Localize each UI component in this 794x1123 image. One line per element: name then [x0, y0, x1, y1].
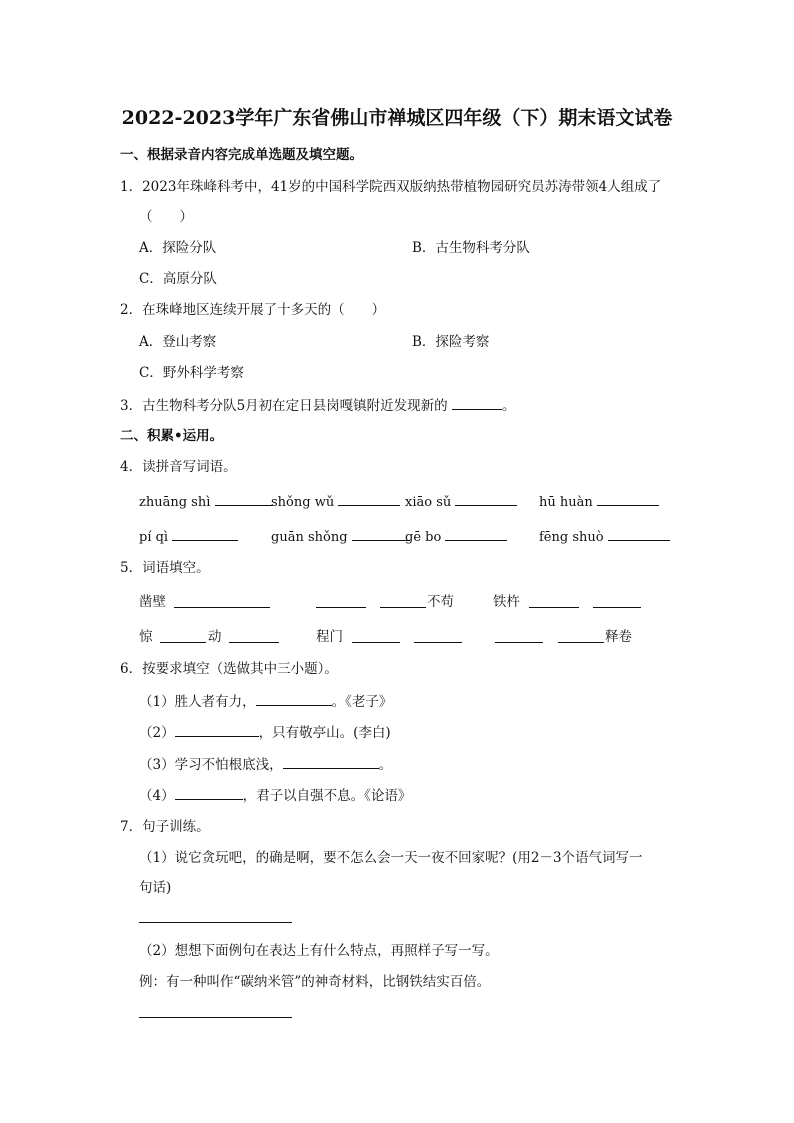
section-2-heading: 二、积累•运用。	[120, 428, 224, 444]
q6-item-4	[139, 786, 411, 805]
pinyin-item	[271, 492, 400, 512]
pinyin-text: xiāo sǔ	[405, 495, 452, 510]
q6-stem: 6．按要求填空（选做其中三小题）。	[120, 661, 338, 677]
idiom-blank[interactable]	[414, 642, 462, 643]
q2-option-c: C．野外科学考察	[139, 365, 244, 381]
idiom-blank[interactable]	[229, 642, 279, 643]
idiom-blank[interactable]	[558, 642, 604, 643]
pinyin-text: pí qì	[139, 530, 169, 545]
section-1-heading: 一、根据录音内容完成单选题及填空题。	[120, 147, 363, 163]
q6-item-4-prefix: （4）	[139, 788, 175, 804]
q1-option-a: A．探险分队	[139, 240, 217, 256]
pinyin-blank[interactable]	[338, 492, 400, 506]
pinyin-item	[405, 492, 517, 512]
q6-blank-1[interactable]	[256, 692, 332, 706]
idiom-word: 凿壁	[139, 594, 166, 610]
idiom-word: 铁杵	[493, 594, 520, 610]
q1-option-c: C．高原分队	[139, 271, 217, 287]
pinyin-item	[271, 527, 410, 547]
idiom-blank[interactable]	[316, 607, 366, 608]
q6-item-3	[139, 755, 392, 774]
idiom-word: 惊	[139, 629, 153, 645]
q1-paren: （ ）	[139, 209, 193, 225]
q6-blank-2[interactable]	[175, 723, 259, 737]
pinyin-item	[139, 527, 238, 547]
idiom-blank[interactable]	[593, 607, 641, 608]
pinyin-blank[interactable]	[215, 492, 273, 506]
idiom-word: 不苟	[427, 594, 454, 610]
q6-item-4-suffix: ，君子以自强不息。《论语》	[242, 788, 412, 804]
pinyin-text: fēng shuò	[539, 530, 604, 545]
q3-stem: 3．古生物科考分队5月初在定日县岗嘎镇附近发现新的	[120, 398, 448, 414]
q1-stem: 1．2023年珠峰科考中，41岁的中国科学院西双版纳热带植物园研究员苏涛带领4人组成了	[120, 179, 662, 195]
pinyin-item	[139, 492, 273, 512]
q7-answer-line-2[interactable]	[139, 1017, 292, 1018]
pinyin-item	[539, 527, 670, 547]
pinyin-blank[interactable]	[455, 492, 517, 506]
pinyin-blank[interactable]	[172, 527, 238, 541]
pinyin-text: zhuāng shì	[139, 495, 211, 510]
pinyin-text: guān shǒng	[271, 530, 348, 545]
q6-item-2-prefix: （2）	[139, 725, 175, 741]
idiom-blank[interactable]	[495, 642, 543, 643]
q2-option-a: A．登山考察	[139, 334, 217, 350]
idiom-word: 程门	[316, 629, 343, 645]
q3-line	[120, 396, 515, 415]
idiom-blank[interactable]	[174, 607, 270, 608]
idiom-blank[interactable]	[529, 607, 579, 608]
q6-item-1-suffix: 。《老子》	[331, 694, 393, 710]
q6-item-3-prefix: （3）学习不怕根底浅，	[139, 757, 283, 773]
q4-stem: 4．读拼音写词语。	[120, 459, 237, 475]
q7-stem: 7．句子训练。	[120, 819, 210, 835]
q6-item-1	[139, 692, 392, 711]
pinyin-item	[539, 492, 659, 512]
pinyin-blank[interactable]	[597, 492, 659, 506]
q7-example: 例：有一种叫作“碳纳米管”的神奇材料，比钢铁结实百倍。	[139, 974, 491, 990]
pinyin-text: shǒng wǔ	[271, 495, 335, 510]
q2-option-b: B．探险考察	[412, 334, 490, 350]
q6-item-1-prefix: （1）胜人者有力，	[139, 694, 256, 710]
q5-stem: 5．词语填空。	[120, 560, 210, 576]
q6-item-2	[139, 723, 391, 742]
q6-blank-3[interactable]	[283, 755, 379, 769]
q6-item-2-suffix: ，只有敬亭山。(李白)	[258, 725, 391, 741]
idiom-word: 释卷	[605, 629, 632, 645]
q3-end: 。	[501, 398, 516, 414]
idiom-blank[interactable]	[160, 642, 206, 643]
pinyin-text: gē bo	[405, 530, 442, 545]
pinyin-blank[interactable]	[352, 527, 410, 541]
idiom-blank[interactable]	[380, 607, 426, 608]
q2-stem: 2．在珠峰地区连续开展了十多天的（ ）	[120, 302, 386, 318]
q7-sub-2: （2）想想下面例句在表达上有什么特点，再照样子写一写。	[139, 943, 499, 959]
q3-answer-blank[interactable]	[452, 396, 502, 410]
q1-option-b: B．古生物科考分队	[412, 240, 530, 256]
q6-item-3-suffix: 。	[378, 757, 393, 773]
page-title: 2022-2023学年广东省佛山市禅城区四年级（下）期末语文试卷	[121, 107, 673, 129]
pinyin-text: hū huàn	[539, 495, 593, 510]
idiom-word: 动	[208, 629, 222, 645]
q7-sub-1-cont: 句话)	[139, 880, 172, 896]
pinyin-item	[405, 527, 507, 547]
idiom-blank[interactable]	[352, 642, 400, 643]
q6-blank-4[interactable]	[175, 786, 243, 800]
pinyin-blank[interactable]	[445, 527, 507, 541]
q7-sub-1: （1）说它贪玩吧，的确是啊，要不怎么会一天一夜不回家呢？(用2－3个语气词写一	[139, 850, 643, 866]
q7-answer-line-1[interactable]	[139, 922, 292, 923]
pinyin-blank[interactable]	[608, 527, 670, 541]
